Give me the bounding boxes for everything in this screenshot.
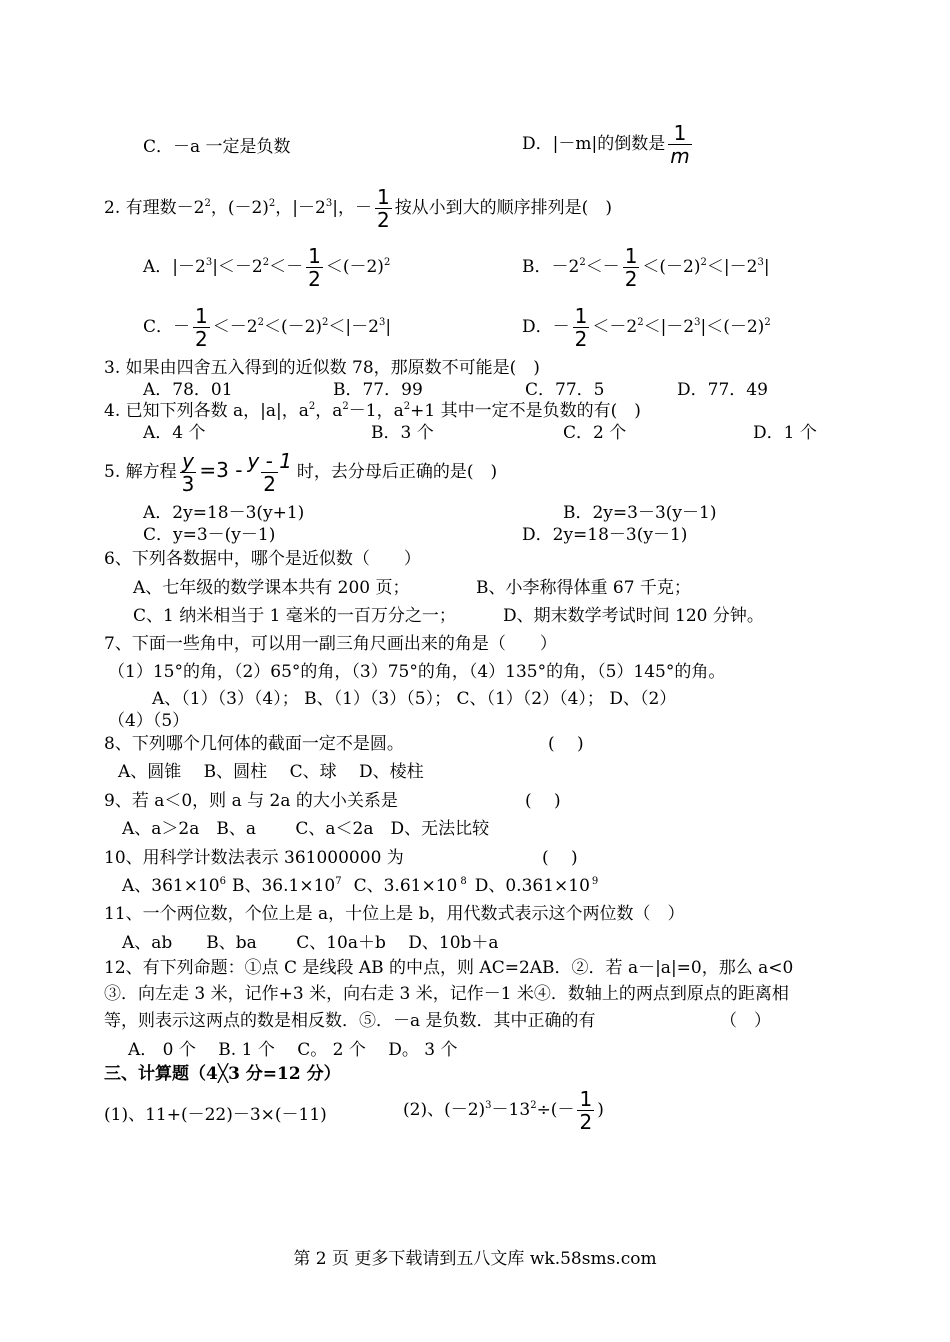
text: B．2y=3－3(y－1) <box>563 503 717 523</box>
exponent: 2 <box>204 198 211 209</box>
q3-stem <box>104 358 540 378</box>
q6-option-a <box>133 578 410 598</box>
q3-option-d <box>677 380 768 400</box>
fraction <box>180 450 197 495</box>
text: 7、下面一些角中，可以用一副三角尺画出来的角是（ ） <box>104 634 557 654</box>
exponent: 3 <box>694 317 701 328</box>
text: ，a <box>315 401 343 421</box>
text: 等，则表示这两点的数是相反数．⑤．－a 是负数．其中正确的有 <box>104 1011 596 1031</box>
text: C、1 纳米相当于 1 毫米的一百万分之一； <box>133 606 456 626</box>
q3-option-b <box>333 380 423 400</box>
text: C、3.61×10 <box>353 876 458 896</box>
fraction-denominator: 3 <box>181 472 195 496</box>
q6-stem <box>104 549 421 569</box>
q6-option-c <box>133 606 456 626</box>
text: ＜－ <box>269 257 304 277</box>
section-3-title <box>104 1064 341 1084</box>
exponent: 2 <box>257 317 264 328</box>
fraction <box>577 1088 594 1133</box>
fraction-numerator: 1 <box>195 304 208 328</box>
q7-options-cont <box>108 711 189 731</box>
exponent: 3 <box>325 198 333 209</box>
text: ，|－2 <box>275 198 326 218</box>
text: －1，a <box>348 401 404 421</box>
text: C．－ <box>143 317 191 337</box>
text: C．77．5 <box>525 380 605 400</box>
text: ＜(－2) <box>325 257 384 277</box>
q2-option-d <box>522 305 771 350</box>
q1-option-d-text: D．|－m|的倒数是 <box>522 134 666 154</box>
fraction <box>375 186 392 231</box>
q2-option-a <box>143 245 390 290</box>
fraction-numerator: y <box>182 449 194 473</box>
q9-options <box>122 819 489 839</box>
text: ③．向左走 3 米，记作+3 米，向右走 3 米，记作－1 米④．数轴上的两点到原点的距离相 <box>104 984 789 1004</box>
text: ＜－ <box>585 257 620 277</box>
text: B、小李称得体重 67 千克； <box>476 578 691 598</box>
fraction <box>193 305 210 350</box>
exponent: 2 <box>383 257 391 268</box>
q11-stem <box>104 904 684 924</box>
q1-option-c <box>143 137 291 157</box>
text: (2)、(－2) <box>403 1100 486 1120</box>
q11-options <box>122 933 499 953</box>
exponent: 2 <box>700 257 707 268</box>
text: A．|－2 <box>143 257 206 277</box>
q5-option-a <box>143 503 304 523</box>
q2-option-c <box>143 305 391 350</box>
q5-option-b <box>563 503 716 523</box>
q10-options <box>122 876 598 896</box>
text: |＜(－2) <box>700 317 765 337</box>
exponent: 9 <box>591 876 599 887</box>
exponent: 2 <box>322 317 329 328</box>
fraction-denominator: 2 <box>308 267 321 291</box>
text: ＜－2 <box>212 317 258 337</box>
q2-stem <box>104 186 612 231</box>
fraction <box>623 245 640 290</box>
text: A、圆锥 B、圆柱 C、球 D、棱柱 <box>118 762 424 782</box>
q9-answer-paren <box>525 791 561 811</box>
q8-options <box>118 762 424 782</box>
text: 4. 已知下列各数 a，|a|，a <box>104 401 309 421</box>
fraction-denominator: 2 <box>376 208 390 232</box>
exponent: 2 <box>262 257 270 268</box>
text: 按从小到大的顺序排列是( ) <box>394 198 612 218</box>
fraction-denominator: 2 <box>263 472 277 496</box>
text: =3 - <box>199 458 243 482</box>
q8-stem <box>104 734 404 754</box>
text: +1 其中一定不是负数的有( ) <box>410 401 641 421</box>
text: C．2 个 <box>563 423 627 443</box>
text: 5. 解方程 <box>104 462 177 482</box>
exponent: 2 <box>764 317 771 328</box>
q12-answer-paren <box>720 1011 771 1031</box>
q5-option-c <box>143 525 275 545</box>
text: －13 <box>491 1100 531 1120</box>
q3-option-a <box>143 380 233 400</box>
text: |＜－2 <box>212 257 263 277</box>
exponent: 2 <box>530 1100 537 1111</box>
fraction-denominator: 2 <box>624 267 638 291</box>
fraction-denominator: 2 <box>574 327 588 351</box>
q4-option-a <box>143 423 206 443</box>
text: 3. 如果由四舍五入得到的近似数 78，那原数不可能是( ) <box>104 358 540 378</box>
text: 11、一个两位数，个位上是 a，十位上是 b，用代数式表示这个两位数（ ） <box>104 904 685 924</box>
q4-stem <box>104 401 641 421</box>
exponent: 3 <box>757 257 764 268</box>
q4-option-d <box>753 423 817 443</box>
text: A、361×10 <box>122 876 220 896</box>
text: 2. 有理数－2 <box>104 198 205 218</box>
text: | <box>385 317 392 337</box>
footer-text[interactable]: 第 2 页 更多下载请到五八文库 wk.58sms.com <box>293 1249 657 1269</box>
text: 6、下列各数据中，哪个是近似数（ ） <box>104 549 421 569</box>
text: 8、下列哪个几何体的截面一定不是圆。 <box>104 734 404 754</box>
q10-answer-paren <box>542 848 578 868</box>
fraction <box>245 450 294 495</box>
q3-option-c <box>525 380 604 400</box>
text: A．4 个 <box>143 423 206 443</box>
exponent: 6 <box>219 876 226 887</box>
q12-line-2 <box>104 984 789 1004</box>
text: A、七年级的数学课本共有 200 页； <box>133 578 410 598</box>
text: B．－2 <box>522 257 580 277</box>
text: B．3 个 <box>371 423 434 443</box>
fraction-denominator: 2 <box>579 1110 593 1134</box>
text: ÷(－ <box>536 1100 575 1120</box>
text: D．1 个 <box>753 423 817 443</box>
text: ＜(－2) <box>642 257 701 277</box>
q10-stem <box>104 848 404 868</box>
q12-options <box>128 1040 458 1060</box>
fraction-numerator: 1 <box>308 244 321 268</box>
text: A、（1）（3）（4）； B、（1）（3）（5）； C、（1）（2）（4）； D、（2） <box>152 689 677 709</box>
q9-stem <box>104 791 398 811</box>
text: ＜(－2) <box>263 317 323 337</box>
exponent: 2 <box>268 198 276 209</box>
text: ＜|－2 <box>706 257 758 277</box>
text: ，(－2) <box>210 198 269 218</box>
q12-line-3 <box>104 1011 596 1031</box>
text: A、ab B、ba C、10a＋b D、10b＋a <box>122 933 499 953</box>
text: D．77．49 <box>677 380 768 400</box>
fraction <box>306 245 323 290</box>
text: 三、计算题（4╳3 分=12 分） <box>104 1064 341 1084</box>
fraction-numerator: 1 <box>574 304 588 328</box>
q8-answer-paren <box>548 734 584 754</box>
fraction-denominator: m <box>670 144 690 168</box>
text: ( ) <box>548 734 584 754</box>
q7-options <box>152 689 676 709</box>
fraction-numerator: 1 <box>579 1087 593 1111</box>
q12-line-1 <box>104 958 793 978</box>
q1-option-d-fraction <box>668 122 691 167</box>
text: A．78．01 <box>143 380 233 400</box>
q7-stem <box>104 634 557 654</box>
exponent: 3 <box>485 1100 492 1111</box>
text: ＜－2 <box>592 317 638 337</box>
text: （4）（5） <box>108 711 190 731</box>
exponent: 3 <box>378 317 386 328</box>
text: ) <box>597 1100 604 1120</box>
text: B．77．99 <box>333 380 423 400</box>
calc-problem-2 <box>403 1088 604 1133</box>
fraction-denominator: 2 <box>195 327 208 351</box>
q2-option-b <box>522 245 770 290</box>
text: C．y=3－(y－1) <box>143 525 276 545</box>
text: ＜|－2 <box>328 317 379 337</box>
text: D、期末数学考试时间 120 分钟。 <box>503 606 764 626</box>
q1-option-c-text: C．－a 一定是负数 <box>143 137 291 157</box>
text: A．2y=18－3(y+1) <box>143 503 305 523</box>
text: | <box>763 257 770 277</box>
text: ＜|－2 <box>643 317 695 337</box>
text: D．2y=18－3(y－1) <box>522 525 688 545</box>
q4-option-b <box>371 423 434 443</box>
q4-option-c <box>563 423 626 443</box>
q5-stem <box>104 450 497 495</box>
text: D．－ <box>522 317 570 337</box>
exponent: 2 <box>342 401 349 412</box>
exponent: 3 <box>205 257 213 268</box>
exponent: 8 <box>460 876 467 887</box>
q5-option-d <box>522 525 687 545</box>
exponent: 7 <box>335 876 342 887</box>
text: A、a＞2a B、a C、a＜2a D、无法比较 <box>122 819 490 839</box>
fraction <box>573 305 590 350</box>
text: （1）15°的角，（2）65°的角，（3）75°的角，（4）135°的角，（5）145°的角。 <box>108 662 726 682</box>
text: 9、若 a＜0，则 a 与 2a 的大小关系是 <box>104 791 398 811</box>
fraction-numerator: 1 <box>673 121 687 145</box>
q1-option-d <box>522 122 695 167</box>
text: D、0.361×10 <box>474 876 590 896</box>
q6-option-d <box>503 606 764 626</box>
q7-items <box>108 662 725 682</box>
q6-option-b <box>476 578 691 598</box>
fraction-numerator: y - 1 <box>247 449 292 473</box>
fraction-numerator: 1 <box>376 185 390 209</box>
exponent: 2 <box>308 401 316 412</box>
exponent: 2 <box>637 317 644 328</box>
text: 10、用科学计数法表示 361000000 为 <box>104 848 404 868</box>
exponent: 2 <box>403 401 411 412</box>
page-footer <box>0 1244 950 1269</box>
fraction-numerator: 1 <box>624 244 638 268</box>
text: B、36.1×10 <box>231 876 336 896</box>
text: (1)、11+(－22)－3×(－11) <box>104 1105 327 1125</box>
text: ( ) <box>542 848 578 868</box>
exponent: 2 <box>579 257 586 268</box>
text: |，－ <box>332 198 372 218</box>
text: 12、有下列命题：①点 C 是线段 AB 的中点，则 AC=2AB．②．若 a－|a|=0，那么 a<0 <box>104 958 794 978</box>
text: 时，去分母后正确的是( ) <box>296 462 498 482</box>
text: ( ) <box>525 791 561 811</box>
text: A． 0 个 B. 1 个 C。 2 个 D。 3 个 <box>128 1040 458 1060</box>
calc-problem-1 <box>104 1105 327 1125</box>
text: （ ） <box>720 1011 771 1031</box>
